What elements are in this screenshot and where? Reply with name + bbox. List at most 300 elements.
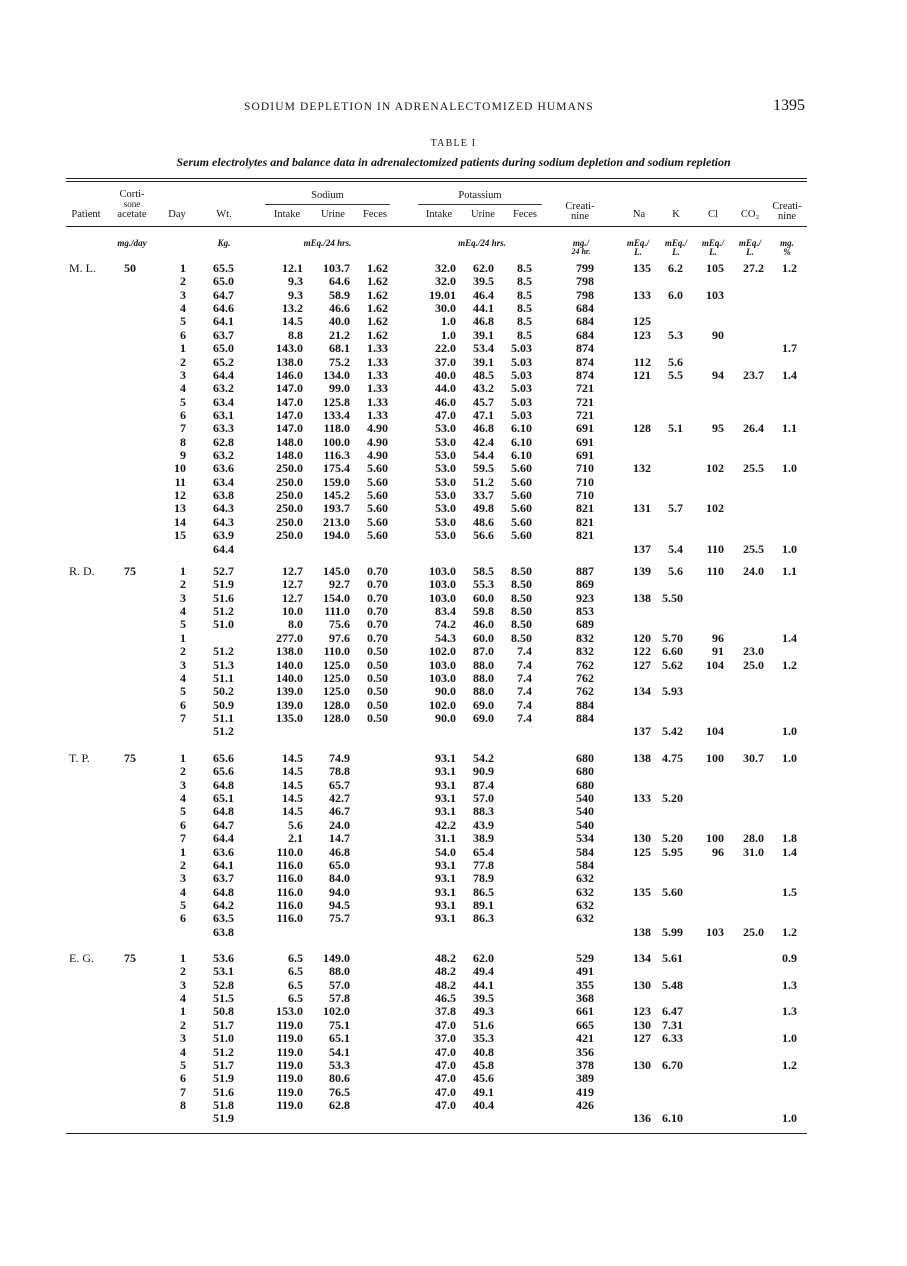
cell-serum-na: 120 bbox=[633, 630, 651, 645]
table-row bbox=[0, 725, 907, 738]
cell-k-intake: 103.0 bbox=[429, 590, 456, 605]
cell-day: 15 bbox=[174, 528, 186, 543]
unit-creatinine-2: 24 hr. bbox=[571, 247, 591, 256]
cell-na-urine: 97.6 bbox=[329, 630, 350, 645]
cell-k-intake: 31.1 bbox=[435, 831, 456, 846]
cell-creatinine-24h: 721 bbox=[576, 381, 594, 396]
cell-weight: 64.1 bbox=[213, 314, 234, 329]
cell-day: 4 bbox=[180, 604, 186, 619]
cell-serum-k: 5.42 bbox=[662, 724, 683, 739]
cell-serum-cl: 103 bbox=[706, 287, 724, 302]
cell-serum-creat: 1.0 bbox=[782, 751, 797, 765]
group-header-sodium: Sodium bbox=[311, 190, 344, 201]
cell-na-intake: 277.0 bbox=[276, 630, 303, 645]
cell-na-intake: 6.5 bbox=[288, 951, 303, 965]
cell-weight: 51.2 bbox=[213, 724, 234, 739]
cell-na-urine: 75.6 bbox=[329, 617, 350, 632]
cell-k-intake: 93.1 bbox=[435, 804, 456, 819]
cell-serum-na: 127 bbox=[633, 657, 651, 672]
cell-creatinine-24h: 680 bbox=[576, 751, 594, 765]
cell-weight: 51.9 bbox=[213, 1111, 234, 1126]
cell-k-intake: 102.0 bbox=[429, 697, 456, 712]
cell-serum-creat: 1.5 bbox=[782, 884, 797, 899]
cell-creatinine-24h: 691 bbox=[576, 421, 594, 436]
cell-k-urine: 56.6 bbox=[473, 528, 494, 543]
cell-serum-creat: 1.0 bbox=[782, 724, 797, 739]
cell-day: 14 bbox=[174, 514, 186, 529]
cell-na-urine: 145.2 bbox=[323, 488, 350, 503]
cell-na-intake: 12.7 bbox=[282, 577, 303, 592]
cell-serum-k: 5.1 bbox=[668, 421, 683, 436]
cell-day: 4 bbox=[180, 670, 186, 685]
cell-serum-co2: 25.5 bbox=[743, 461, 764, 476]
table-row bbox=[0, 805, 907, 818]
cell-day: 2 bbox=[180, 1017, 186, 1032]
cell-na-intake: 2.1 bbox=[288, 831, 303, 846]
cell-weight: 64.4 bbox=[213, 831, 234, 846]
cell-k-feces: 5.60 bbox=[511, 514, 532, 529]
cell-k-urine: 48.6 bbox=[473, 514, 494, 529]
cell-serum-creat: 1.2 bbox=[782, 1057, 797, 1072]
cell-day: 3 bbox=[180, 367, 186, 382]
cell-na-intake: 119.0 bbox=[276, 1071, 303, 1086]
table-row bbox=[0, 859, 907, 872]
cell-creatinine-24h: 821 bbox=[576, 501, 594, 516]
cell-k-urine: 47.1 bbox=[473, 407, 494, 422]
cell-k-feces: 8.5 bbox=[517, 287, 532, 302]
cell-creatinine-24h: 721 bbox=[576, 394, 594, 409]
cell-k-intake: 37.8 bbox=[435, 1004, 456, 1019]
cell-na-urine: 24.0 bbox=[329, 817, 350, 832]
cell-serum-na: 125 bbox=[633, 314, 651, 329]
cell-k-urine: 86.3 bbox=[473, 911, 494, 926]
cell-na-urine: 175.4 bbox=[323, 461, 350, 476]
table-row bbox=[0, 476, 907, 489]
cell-na-intake: 9.3 bbox=[288, 287, 303, 302]
cell-day: 4 bbox=[180, 884, 186, 899]
cell-na-feces: 1.33 bbox=[367, 341, 388, 356]
cell-na-intake: 143.0 bbox=[276, 341, 303, 356]
cell-k-intake: 46.0 bbox=[435, 394, 456, 409]
cell-serum-creat: 1.2 bbox=[782, 657, 797, 672]
cell-k-intake: 53.0 bbox=[435, 461, 456, 476]
cell-creatinine-24h: 710 bbox=[576, 461, 594, 476]
cell-na-intake: 6.5 bbox=[288, 964, 303, 979]
cell-na-urine: 58.9 bbox=[329, 287, 350, 302]
cell-day: 3 bbox=[180, 1031, 186, 1046]
cell-day: 3 bbox=[180, 590, 186, 605]
cell-na-urine: 46.8 bbox=[329, 844, 350, 859]
cell-na-intake: 135.0 bbox=[276, 710, 303, 725]
cell-k-feces: 7.4 bbox=[517, 657, 532, 672]
cell-serum-k: 5.4 bbox=[668, 541, 683, 556]
cell-creatinine-24h: 368 bbox=[576, 991, 594, 1006]
cell-serum-creat: 1.8 bbox=[782, 831, 797, 846]
table-label: TABLE I bbox=[430, 138, 477, 149]
cell-serum-cl: 100 bbox=[706, 831, 724, 846]
cell-k-intake: 47.0 bbox=[435, 1071, 456, 1086]
cell-k-urine: 51.2 bbox=[473, 474, 494, 489]
cell-serum-creat: 1.0 bbox=[782, 1111, 797, 1126]
cell-serum-na: 135 bbox=[633, 261, 651, 275]
cell-k-urine: 39.1 bbox=[473, 354, 494, 369]
cell-weight: 51.6 bbox=[213, 590, 234, 605]
cell-k-feces: 8.50 bbox=[511, 564, 532, 578]
cell-creatinine-24h: 356 bbox=[576, 1044, 594, 1059]
col-header-cortisone-1: Corti- bbox=[119, 189, 145, 200]
cell-day: 5 bbox=[180, 804, 186, 819]
cell-na-feces: 1.33 bbox=[367, 354, 388, 369]
cell-k-urine: 88.0 bbox=[473, 684, 494, 699]
cell-na-urine: 75.2 bbox=[329, 354, 350, 369]
cell-na-feces: 5.60 bbox=[367, 461, 388, 476]
cell-k-urine: 65.4 bbox=[473, 844, 494, 859]
table-row bbox=[0, 912, 907, 925]
cell-k-intake: 47.0 bbox=[435, 1097, 456, 1112]
cell-na-feces: 1.33 bbox=[367, 381, 388, 396]
table-row bbox=[0, 952, 907, 965]
unit-serum-creatinine-1: mg. bbox=[780, 238, 794, 248]
table-row bbox=[0, 992, 907, 1005]
cell-day: 5 bbox=[180, 1057, 186, 1072]
cell-na-feces: 0.50 bbox=[367, 670, 388, 685]
cell-creatinine-24h: 762 bbox=[576, 684, 594, 699]
cell-na-feces: 0.50 bbox=[367, 710, 388, 725]
cell-k-urine: 69.0 bbox=[473, 697, 494, 712]
cell-creatinine-24h: 419 bbox=[576, 1084, 594, 1099]
cell-serum-k: 5.93 bbox=[662, 684, 683, 699]
cell-creatinine-24h: 874 bbox=[576, 354, 594, 369]
cell-k-urine: 59.5 bbox=[473, 461, 494, 476]
cell-day: 6 bbox=[180, 327, 186, 342]
cell-serum-k: 5.99 bbox=[662, 924, 683, 939]
cell-k-intake: 53.0 bbox=[435, 474, 456, 489]
table-row bbox=[0, 792, 907, 805]
cell-serum-k: 5.20 bbox=[662, 791, 683, 806]
col-header-na-urine: Urine bbox=[321, 209, 345, 220]
cell-na-urine: 118.0 bbox=[323, 421, 350, 436]
table-row bbox=[0, 1032, 907, 1045]
cell-weight: 50.2 bbox=[213, 684, 234, 699]
cell-weight: 63.8 bbox=[213, 924, 234, 939]
cell-serum-co2: 23.7 bbox=[743, 367, 764, 382]
table-row bbox=[0, 516, 907, 529]
cell-serum-k: 5.50 bbox=[662, 590, 683, 605]
cell-na-intake: 139.0 bbox=[276, 684, 303, 699]
cell-serum-co2: 23.0 bbox=[743, 644, 764, 659]
cell-day: 5 bbox=[180, 314, 186, 329]
cell-k-urine: 87.4 bbox=[473, 777, 494, 792]
cell-weight: 64.1 bbox=[213, 857, 234, 872]
cell-k-urine: 90.9 bbox=[473, 764, 494, 779]
col-header-cortisone-2: sone bbox=[123, 199, 141, 209]
cell-k-feces: 6.10 bbox=[511, 434, 532, 449]
cell-creatinine-24h: 762 bbox=[576, 670, 594, 685]
table-row bbox=[0, 672, 907, 685]
table-row bbox=[0, 1059, 907, 1072]
cell-serum-na: 130 bbox=[633, 977, 651, 992]
cell-creatinine-24h: 689 bbox=[576, 617, 594, 632]
cell-k-urine: 88.0 bbox=[473, 657, 494, 672]
cell-na-intake: 6.5 bbox=[288, 977, 303, 992]
cell-weight: 64.6 bbox=[213, 301, 234, 316]
cell-na-intake: 119.0 bbox=[276, 1097, 303, 1112]
cell-creatinine-24h: 421 bbox=[576, 1031, 594, 1046]
cell-weight: 64.4 bbox=[213, 541, 234, 556]
table-row bbox=[0, 752, 907, 765]
col-header-k-urine: Urine bbox=[471, 209, 495, 220]
cell-cortisone: 50 bbox=[124, 261, 136, 275]
cell-cortisone: 75 bbox=[124, 751, 136, 765]
col-header-k-intake: Intake bbox=[425, 209, 453, 220]
cell-creatinine-24h: 710 bbox=[576, 474, 594, 489]
unit-wt: Kg. bbox=[217, 238, 231, 248]
cell-day: 9 bbox=[180, 448, 186, 463]
cell-na-intake: 116.0 bbox=[276, 911, 303, 926]
cell-na-feces: 1.33 bbox=[367, 407, 388, 422]
cell-k-feces: 8.50 bbox=[511, 577, 532, 592]
cell-creatinine-24h: 584 bbox=[576, 857, 594, 872]
unit-co2-2: L. bbox=[746, 247, 754, 257]
cell-na-feces: 0.70 bbox=[367, 577, 388, 592]
cell-k-urine: 53.4 bbox=[473, 341, 494, 356]
cell-k-feces: 8.5 bbox=[517, 327, 532, 342]
cell-day: 7 bbox=[180, 421, 186, 436]
cell-na-urine: 46.7 bbox=[329, 804, 350, 819]
table-row bbox=[0, 369, 907, 382]
cell-k-urine: 59.8 bbox=[473, 604, 494, 619]
cell-na-feces: 4.90 bbox=[367, 448, 388, 463]
table-row bbox=[0, 502, 907, 515]
cell-na-intake: 110.0 bbox=[276, 844, 303, 859]
cell-k-intake: 93.1 bbox=[435, 884, 456, 899]
cell-serum-na: 134 bbox=[633, 684, 651, 699]
cell-na-intake: 250.0 bbox=[276, 488, 303, 503]
cell-serum-k: 5.62 bbox=[662, 657, 683, 672]
table-row bbox=[0, 979, 907, 992]
cell-serum-creat: 1.0 bbox=[782, 541, 797, 556]
cell-day: 10 bbox=[174, 461, 186, 476]
cell-na-intake: 148.0 bbox=[276, 448, 303, 463]
cell-serum-k: 6.2 bbox=[668, 261, 683, 275]
table-caption: Serum electrolytes and balance data in adrenalectomized patients during sodium depletion and sodium repletion bbox=[176, 155, 731, 169]
cell-creatinine-24h: 529 bbox=[576, 951, 594, 965]
cell-creatinine-24h: 799 bbox=[576, 261, 594, 275]
cell-creatinine-24h: 680 bbox=[576, 777, 594, 792]
cell-k-intake: 102.0 bbox=[429, 644, 456, 659]
table-row bbox=[0, 618, 907, 631]
table-row bbox=[0, 262, 907, 275]
cell-day: 4 bbox=[180, 791, 186, 806]
cell-weight: 51.5 bbox=[213, 991, 234, 1006]
cell-serum-cl: 103 bbox=[706, 924, 724, 939]
table-row bbox=[0, 422, 907, 435]
cell-day: 4 bbox=[180, 301, 186, 316]
cell-k-intake: 37.0 bbox=[435, 1031, 456, 1046]
cell-serum-co2: 25.0 bbox=[743, 924, 764, 939]
cell-na-feces: 5.60 bbox=[367, 501, 388, 516]
cell-k-intake: 47.0 bbox=[435, 1057, 456, 1072]
cell-patient: M. L. bbox=[69, 261, 96, 275]
table-row bbox=[0, 926, 907, 939]
cell-k-feces: 5.03 bbox=[511, 354, 532, 369]
cell-na-urine: 76.5 bbox=[329, 1084, 350, 1099]
cell-weight: 64.8 bbox=[213, 804, 234, 819]
cell-k-feces: 7.4 bbox=[517, 644, 532, 659]
cell-serum-cl: 91 bbox=[712, 644, 724, 659]
cell-na-intake: 250.0 bbox=[276, 461, 303, 476]
page-number: 1395 bbox=[773, 97, 805, 114]
cell-na-feces: 1.62 bbox=[367, 261, 388, 275]
cell-creatinine-24h: 632 bbox=[576, 884, 594, 899]
cell-k-urine: 49.4 bbox=[473, 964, 494, 979]
cell-weight: 51.2 bbox=[213, 604, 234, 619]
cell-serum-cl: 104 bbox=[706, 724, 724, 739]
cell-serum-k: 7.31 bbox=[662, 1017, 683, 1032]
cell-na-urine: 14.7 bbox=[329, 831, 350, 846]
cell-serum-na: 137 bbox=[633, 541, 651, 556]
cell-na-urine: 194.0 bbox=[323, 528, 350, 543]
cell-serum-k: 6.60 bbox=[662, 644, 683, 659]
cell-k-urine: 60.0 bbox=[473, 590, 494, 605]
cell-serum-k: 5.70 bbox=[662, 630, 683, 645]
cell-k-intake: 53.0 bbox=[435, 448, 456, 463]
cell-na-urine: 128.0 bbox=[323, 697, 350, 712]
cell-k-feces: 5.03 bbox=[511, 367, 532, 382]
cell-na-feces: 5.60 bbox=[367, 474, 388, 489]
cell-k-feces: 5.60 bbox=[511, 488, 532, 503]
cell-k-intake: 93.1 bbox=[435, 871, 456, 886]
cell-serum-co2: 31.0 bbox=[743, 844, 764, 859]
table-row bbox=[0, 1046, 907, 1059]
cell-serum-creat: 1.4 bbox=[782, 844, 797, 859]
cell-k-urine: 55.3 bbox=[473, 577, 494, 592]
table-row bbox=[0, 356, 907, 369]
cell-na-intake: 5.6 bbox=[288, 817, 303, 832]
col-header-serum-creatinine-2: nine bbox=[777, 211, 797, 222]
cell-k-feces: 5.60 bbox=[511, 474, 532, 489]
cell-creatinine-24h: 684 bbox=[576, 314, 594, 329]
cell-k-feces: 8.5 bbox=[517, 274, 532, 289]
cell-na-intake: 153.0 bbox=[276, 1004, 303, 1019]
unit-cl-2: L. bbox=[709, 247, 717, 257]
cell-day: 7 bbox=[180, 1084, 186, 1099]
cell-na-intake: 119.0 bbox=[276, 1017, 303, 1032]
unit-na-1: mEq./ bbox=[626, 238, 650, 248]
cell-serum-cl: 104 bbox=[706, 657, 724, 672]
cell-creatinine-24h: 540 bbox=[576, 804, 594, 819]
cell-weight: 64.8 bbox=[213, 777, 234, 792]
cell-weight: 65.0 bbox=[213, 341, 234, 356]
cell-na-intake: 250.0 bbox=[276, 474, 303, 489]
cell-weight: 65.6 bbox=[213, 751, 234, 765]
cell-k-feces: 8.5 bbox=[517, 314, 532, 329]
cell-na-intake: 116.0 bbox=[276, 857, 303, 872]
cell-na-intake: 14.5 bbox=[282, 777, 303, 792]
table-row bbox=[0, 315, 907, 328]
cell-weight: 63.5 bbox=[213, 911, 234, 926]
cell-serum-na: 138 bbox=[633, 924, 651, 939]
cell-weight: 64.3 bbox=[213, 514, 234, 529]
col-header-cortisone-3: acetate bbox=[117, 209, 147, 220]
cell-weight: 53.6 bbox=[213, 951, 234, 965]
cell-weight: 65.5 bbox=[213, 261, 234, 275]
cell-na-intake: 147.0 bbox=[276, 394, 303, 409]
cell-k-urine: 35.3 bbox=[473, 1031, 494, 1046]
unit-co2-1: mEq./ bbox=[738, 238, 762, 248]
col-header-cl: Cl bbox=[708, 209, 718, 220]
cell-serum-na: 136 bbox=[633, 1111, 651, 1126]
cell-day: 11 bbox=[174, 474, 186, 489]
cell-weight: 65.2 bbox=[213, 354, 234, 369]
cell-k-intake: 83.4 bbox=[435, 604, 456, 619]
cell-serum-na: 123 bbox=[633, 327, 651, 342]
col-header-serum-creatinine-1: Creati- bbox=[772, 201, 802, 212]
cell-na-urine: 42.7 bbox=[329, 791, 350, 806]
cell-k-intake: 93.1 bbox=[435, 777, 456, 792]
cell-day: 2 bbox=[180, 577, 186, 592]
cell-na-urine: 116.3 bbox=[323, 448, 350, 463]
cell-na-feces: 1.62 bbox=[367, 327, 388, 342]
cell-k-urine: 44.1 bbox=[473, 301, 494, 316]
cell-creatinine-24h: 853 bbox=[576, 604, 594, 619]
cell-weight: 63.8 bbox=[213, 488, 234, 503]
cell-day: 2 bbox=[180, 644, 186, 659]
cell-creatinine-24h: 874 bbox=[576, 341, 594, 356]
cell-creatinine-24h: 389 bbox=[576, 1071, 594, 1086]
cell-na-feces: 5.60 bbox=[367, 514, 388, 529]
cell-weight: 50.8 bbox=[213, 1004, 234, 1019]
cell-weight: 64.3 bbox=[213, 501, 234, 516]
cell-na-intake: 119.0 bbox=[276, 1057, 303, 1072]
cell-serum-k: 5.95 bbox=[662, 844, 683, 859]
cell-weight: 63.2 bbox=[213, 448, 234, 463]
cell-serum-co2: 27.2 bbox=[743, 261, 764, 275]
cell-k-intake: 40.0 bbox=[435, 367, 456, 382]
cell-k-intake: 47.0 bbox=[435, 1017, 456, 1032]
cell-k-intake: 48.2 bbox=[435, 964, 456, 979]
cell-k-urine: 45.7 bbox=[473, 394, 494, 409]
cell-creatinine-24h: 632 bbox=[576, 871, 594, 886]
cell-k-intake: 54.0 bbox=[435, 844, 456, 859]
cell-k-urine: 87.0 bbox=[473, 644, 494, 659]
cell-day: 5 bbox=[180, 897, 186, 912]
cell-na-feces: 0.50 bbox=[367, 697, 388, 712]
cell-creatinine-24h: 869 bbox=[576, 577, 594, 592]
cell-weight: 63.6 bbox=[213, 461, 234, 476]
cell-weight: 51.2 bbox=[213, 1044, 234, 1059]
cell-serum-na: 137 bbox=[633, 724, 651, 739]
cell-k-urine: 77.8 bbox=[473, 857, 494, 872]
cell-creatinine-24h: 426 bbox=[576, 1097, 594, 1112]
unit-cl-1: mEq./ bbox=[701, 238, 725, 248]
table-row bbox=[0, 1005, 907, 1018]
cell-k-urine: 54.2 bbox=[473, 751, 494, 765]
cell-k-urine: 39.5 bbox=[473, 274, 494, 289]
cell-na-urine: 213.0 bbox=[323, 514, 350, 529]
cell-cortisone: 75 bbox=[124, 951, 136, 965]
cell-weight: 53.1 bbox=[213, 964, 234, 979]
cell-creatinine-24h: 491 bbox=[576, 964, 594, 979]
cell-serum-co2: 28.0 bbox=[743, 831, 764, 846]
table-row bbox=[0, 1086, 907, 1099]
cell-serum-cl: 96 bbox=[712, 630, 724, 645]
cell-na-intake: 6.5 bbox=[288, 991, 303, 1006]
cell-na-urine: 125.0 bbox=[323, 657, 350, 672]
cell-serum-na: 121 bbox=[633, 367, 651, 382]
cell-serum-k: 6.10 bbox=[662, 1111, 683, 1126]
cell-creatinine-24h: 680 bbox=[576, 764, 594, 779]
